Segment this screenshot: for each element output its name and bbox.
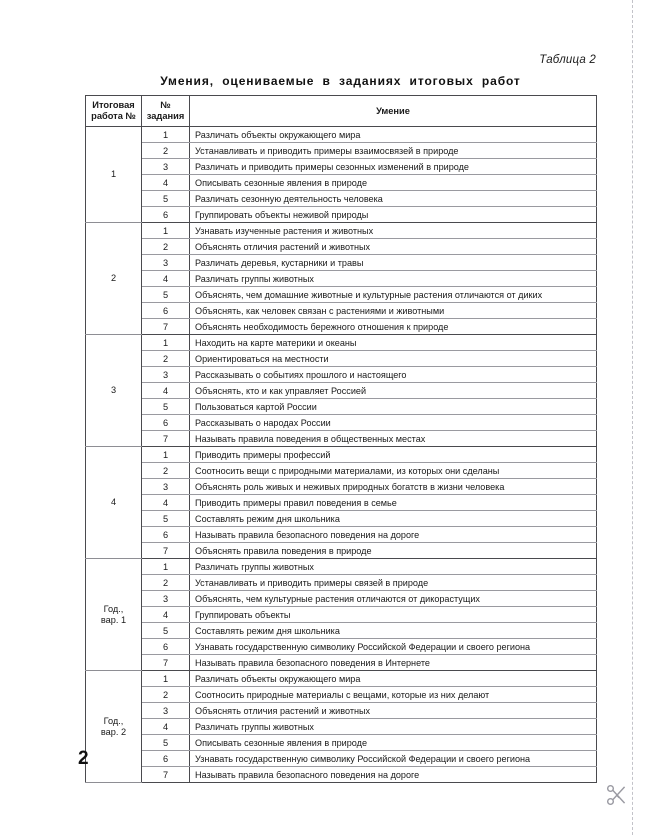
task-number-cell: 6: [142, 303, 190, 319]
work-number-cell: 4: [86, 447, 142, 559]
table-row: [86, 623, 597, 639]
task-number-cell: 5: [142, 287, 190, 303]
task-number-cell: 2: [142, 143, 190, 159]
task-number-cell: 4: [142, 271, 190, 287]
task-number-cell: 2: [142, 687, 190, 703]
skill-description-cell: Называть правила безопасного поведения на дороге: [190, 527, 597, 543]
skill-description-cell: Соотносить вещи с природными материалами, из которых они сделаны: [190, 463, 597, 479]
skill-description-cell: Объяснять, кто и как управляет Россией: [190, 383, 597, 399]
skill-description-cell: Составлять режим дня школьника: [190, 623, 597, 639]
work-number-cell: 2: [86, 223, 142, 335]
skill-description-cell: Узнавать государственную символику Российской Федерации и своего региона: [190, 639, 597, 655]
column-header-task-line1: №: [160, 100, 171, 110]
task-number-cell: 4: [142, 495, 190, 511]
column-header-task-line2: задания: [146, 111, 185, 121]
task-number-cell: 7: [142, 655, 190, 671]
table-row: [86, 447, 597, 463]
work-number-line1: Год.,: [103, 715, 124, 726]
task-number-cell: 5: [142, 511, 190, 527]
skill-description-cell: Различать группы животных: [190, 559, 597, 575]
skill-description-cell: Рассказывать о событиях прошлого и настоящего: [190, 367, 597, 383]
skill-description-cell: Различать группы животных: [190, 719, 597, 735]
skill-description-cell: Объяснять отличия растений и животных: [190, 703, 597, 719]
skill-description-cell: Узнавать государственную символику Российской Федерации и своего региона: [190, 751, 597, 767]
table-row: [86, 575, 597, 591]
skill-description-cell: Группировать объекты неживой природы: [190, 207, 597, 223]
table-body: [86, 127, 597, 783]
table-row: [86, 431, 597, 447]
table-row: [86, 367, 597, 383]
task-number-cell: 6: [142, 751, 190, 767]
table-row: [86, 399, 597, 415]
table-header: [86, 96, 597, 127]
skill-description-cell: Различать деревья, кустарники и травы: [190, 255, 597, 271]
task-number-cell: 1: [142, 447, 190, 463]
work-number-line2: вар. 1: [100, 614, 127, 625]
table-row: [86, 591, 597, 607]
skill-description-cell: Приводить примеры правил поведения в семье: [190, 495, 597, 511]
task-number-cell: 3: [142, 159, 190, 175]
table-row: [86, 175, 597, 191]
work-number-cell: [86, 559, 142, 671]
column-header-work-line1: Итоговая: [92, 100, 135, 110]
skill-description-cell: Различать и приводить примеры сезонных изменений в природе: [190, 159, 597, 175]
task-number-cell: 7: [142, 767, 190, 783]
table-row: [86, 143, 597, 159]
skill-description-cell: Составлять режим дня школьника: [190, 511, 597, 527]
column-header-work-line2: работа №: [91, 111, 136, 121]
skill-description-cell: Рассказывать о народах России: [190, 415, 597, 431]
skill-description-cell: Объяснять, как человек связан с растениями и животными: [190, 303, 597, 319]
table-row: [86, 751, 597, 767]
table-row: [86, 735, 597, 751]
skill-description-cell: Объяснять отличия растений и животных: [190, 239, 597, 255]
table-row: [86, 207, 597, 223]
task-number-cell: 1: [142, 127, 190, 143]
table-row: [86, 703, 597, 719]
table-row: [86, 687, 597, 703]
work-number-cell: 3: [86, 335, 142, 447]
table-row: [86, 543, 597, 559]
skill-description-cell: Различать сезонную деятельность человека: [190, 191, 597, 207]
task-number-cell: 7: [142, 431, 190, 447]
skill-description-cell: Объяснять, чем культурные растения отличаются от дикорастущих: [190, 591, 597, 607]
table-row: [86, 223, 597, 239]
skill-description-cell: Различать объекты окружающего мира: [190, 671, 597, 687]
skill-description-cell: Называть правила поведения в общественных местах: [190, 431, 597, 447]
task-number-cell: 3: [142, 703, 190, 719]
skill-description-cell: Узнавать изученные растения и животных: [190, 223, 597, 239]
table-row: [86, 463, 597, 479]
skill-description-cell: Соотносить природные материалы с вещами, которые из них делают: [190, 687, 597, 703]
skill-description-cell: Описывать сезонные явления в природе: [190, 175, 597, 191]
column-header-work: [86, 96, 142, 127]
task-number-cell: 7: [142, 543, 190, 559]
skill-description-cell: Устанавливать и приводить примеры связей в природе: [190, 575, 597, 591]
table-row: [86, 351, 597, 367]
task-number-cell: 4: [142, 175, 190, 191]
table-row: [86, 415, 597, 431]
column-header-skill: Умение: [190, 96, 597, 127]
work-number-line2: вар. 2: [100, 726, 127, 737]
task-number-cell: 1: [142, 223, 190, 239]
table-row: [86, 479, 597, 495]
task-number-cell: 3: [142, 255, 190, 271]
task-number-cell: 6: [142, 415, 190, 431]
work-number-cell: 1: [86, 127, 142, 223]
task-number-cell: 4: [142, 719, 190, 735]
task-number-cell: 5: [142, 191, 190, 207]
table-row: [86, 671, 597, 687]
column-header-task: [142, 96, 190, 127]
skill-description-cell: Объяснять, чем домашние животные и культурные растения отличаются от диких: [190, 287, 597, 303]
skill-description-cell: Устанавливать и приводить примеры взаимосвязей в природе: [190, 143, 597, 159]
table-row: [86, 655, 597, 671]
task-number-cell: 2: [142, 239, 190, 255]
scissors-icon: [604, 782, 630, 808]
table-row: [86, 607, 597, 623]
table-row: [86, 255, 597, 271]
task-number-cell: 1: [142, 671, 190, 687]
task-number-cell: 1: [142, 335, 190, 351]
task-number-cell: 6: [142, 527, 190, 543]
skill-description-cell: Называть правила безопасного поведения в Интернете: [190, 655, 597, 671]
task-number-cell: 5: [142, 735, 190, 751]
table-row: [86, 767, 597, 783]
task-number-cell: 5: [142, 399, 190, 415]
skill-description-cell: Находить на карте материки и океаны: [190, 335, 597, 351]
table-row: [86, 303, 597, 319]
table-row: [86, 127, 597, 143]
task-number-cell: 2: [142, 351, 190, 367]
table-row: [86, 639, 597, 655]
table-row: [86, 511, 597, 527]
task-number-cell: 4: [142, 383, 190, 399]
task-number-cell: 7: [142, 319, 190, 335]
table-row: [86, 383, 597, 399]
skills-table: [85, 95, 597, 783]
task-number-cell: 4: [142, 607, 190, 623]
task-number-cell: 2: [142, 575, 190, 591]
table-row: [86, 335, 597, 351]
task-number-cell: 5: [142, 623, 190, 639]
skill-description-cell: Приводить примеры профессий: [190, 447, 597, 463]
work-number-line1: Год.,: [103, 603, 124, 614]
table-row: [86, 287, 597, 303]
table-row: [86, 527, 597, 543]
table-row: [86, 559, 597, 575]
table-row: [86, 239, 597, 255]
cut-line-divider: [632, 0, 633, 835]
table-label: Таблица 2: [539, 54, 596, 66]
table-row: [86, 159, 597, 175]
page-number: 2: [78, 748, 89, 769]
skill-description-cell: Ориентироваться на местности: [190, 351, 597, 367]
table-row: [86, 495, 597, 511]
task-number-cell: 3: [142, 591, 190, 607]
skill-description-cell: Группировать объекты: [190, 607, 597, 623]
table-row: [86, 319, 597, 335]
table-row: [86, 191, 597, 207]
skill-description-cell: Объяснять роль живых и неживых природных богатств в жизни человека: [190, 479, 597, 495]
task-number-cell: 3: [142, 479, 190, 495]
task-number-cell: 6: [142, 207, 190, 223]
task-number-cell: 3: [142, 367, 190, 383]
skill-description-cell: Различать объекты окружающего мира: [190, 127, 597, 143]
work-number-cell: [86, 671, 142, 783]
skill-description-cell: Описывать сезонные явления в природе: [190, 735, 597, 751]
task-number-cell: 2: [142, 463, 190, 479]
table-row: [86, 719, 597, 735]
task-number-cell: 1: [142, 559, 190, 575]
page-title: Умения, оцениваемые в заданиях итоговых работ: [160, 74, 521, 88]
skill-description-cell: Различать группы животных: [190, 271, 597, 287]
skill-description-cell: Объяснять необходимость бережного отношения к природе: [190, 319, 597, 335]
skill-description-cell: Называть правила безопасного поведения на дороге: [190, 767, 597, 783]
task-number-cell: 6: [142, 639, 190, 655]
skill-description-cell: Объяснять правила поведения в природе: [190, 543, 597, 559]
skill-description-cell: Пользоваться картой России: [190, 399, 597, 415]
table-header-row: [86, 96, 597, 127]
table-row: [86, 271, 597, 287]
